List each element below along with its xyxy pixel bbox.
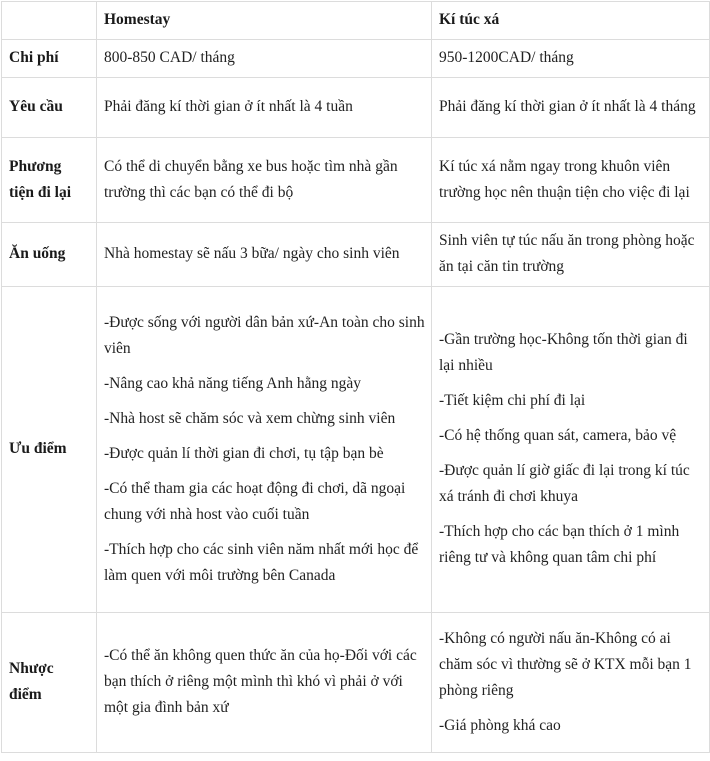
- list-item: -Thích hợp cho các bạn thích ở 1 mình riêng tư và không quan tâm chi phí: [439, 523, 680, 566]
- cell-dorm-cons: [432, 613, 710, 753]
- list-item: -Gần trường học-Không tốn thời gian đi lại nhiều: [439, 331, 688, 374]
- list-item: -Giá phòng khá cao: [439, 716, 561, 734]
- cell-homestay-transport: [97, 138, 432, 223]
- cell-text: Phải đăng kí thời gian ở ít nhất là 4 tháng: [439, 98, 696, 115]
- list-item: -Có hệ thống quan sát, camera, bảo vệ: [439, 427, 677, 444]
- header-homestay: Homestay: [97, 2, 432, 40]
- row-label-requirement: Yêu cầu: [2, 78, 97, 138]
- table-row-food: [2, 223, 710, 287]
- table-row-requirement: [2, 78, 710, 138]
- list-item: -Không có người nấu ăn-Không có ai chăm sóc vì thường sẽ ở KTX mỗi bạn 1 phòng riêng: [439, 629, 692, 699]
- list-item: -Có thể tham gia các hoạt động đi chơi, dã ngoại chung với nhà host vào cuối tuần: [104, 479, 406, 523]
- cell-text: 800-850 CAD/ tháng: [104, 49, 235, 66]
- cell-dorm-transport: [432, 138, 710, 223]
- cell-dorm-requirement: [432, 78, 710, 138]
- list-item: -Tiết kiệm chi phí đi lại: [439, 392, 586, 409]
- list-item: -Được sống với người dân bản xứ-An toàn cho sinh viên: [104, 313, 425, 357]
- table-row-transport: [2, 138, 710, 223]
- cell-homestay-cons: [97, 613, 432, 753]
- header-dorm: Kí túc xá: [432, 2, 710, 40]
- list-item: -Nâng cao khả năng tiếng Anh hằng ngày: [104, 374, 361, 392]
- header-row: [2, 2, 710, 40]
- list-item: -Được quản lí giờ giấc đi lại trong kí túc xá tránh đi chơi khuya: [439, 462, 690, 505]
- cell-homestay-requirement: [97, 78, 432, 138]
- cell-dorm-food: [432, 223, 710, 287]
- cell-dorm-pros: [432, 287, 710, 613]
- list-item: -Nhà host sẽ chăm sóc và xem chừng sinh viên: [104, 409, 396, 427]
- table-row-cons: [2, 613, 710, 753]
- row-label-food: Ăn uống: [2, 223, 97, 287]
- cell-dorm-cost: [432, 40, 710, 78]
- row-label-transport: Phương tiện đi lại: [2, 138, 97, 223]
- table-row-pros: [2, 287, 710, 613]
- cell-text: Sinh viên tự túc nấu ăn trong phòng hoặc ăn tại căn tin trường: [439, 232, 695, 275]
- row-label-pros: Ưu điểm: [2, 287, 97, 613]
- cell-text: 950-1200CAD/ tháng: [439, 49, 574, 66]
- list-item: -Có thể ăn không quen thức ăn của họ-Đối với các bạn thích ở riêng một mình thì khó vì phải ở với một gia đình bản xứ: [104, 647, 417, 716]
- comparison-table: [1, 1, 710, 753]
- row-label-cons: Nhược điểm: [2, 613, 97, 753]
- row-label-cost: Chi phí: [2, 40, 97, 78]
- table-row-cost: [2, 40, 710, 78]
- cell-text: Phải đăng kí thời gian ở ít nhất là 4 tuần: [104, 98, 353, 115]
- cell-homestay-pros: [97, 287, 432, 613]
- cell-text: Kí túc xá nằm ngay trong khuôn viên trường học nên thuận tiện cho việc đi lại: [439, 157, 690, 201]
- cell-homestay-food: [97, 223, 432, 287]
- header-corner: [2, 2, 97, 40]
- list-item: -Thích hợp cho các sinh viên năm nhất mới học để làm quen với môi trường bên Canada: [104, 540, 419, 584]
- cell-text: Nhà homestay sẽ nấu 3 bữa/ ngày cho sinh viên: [104, 245, 400, 262]
- list-item: -Được quản lí thời gian đi chơi, tụ tập bạn bè: [104, 444, 384, 462]
- cell-homestay-cost: [97, 40, 432, 78]
- cell-text: Có thể di chuyển bằng xe bus hoặc tìm nhà gần trường thì các bạn có thể đi bộ: [104, 157, 398, 201]
